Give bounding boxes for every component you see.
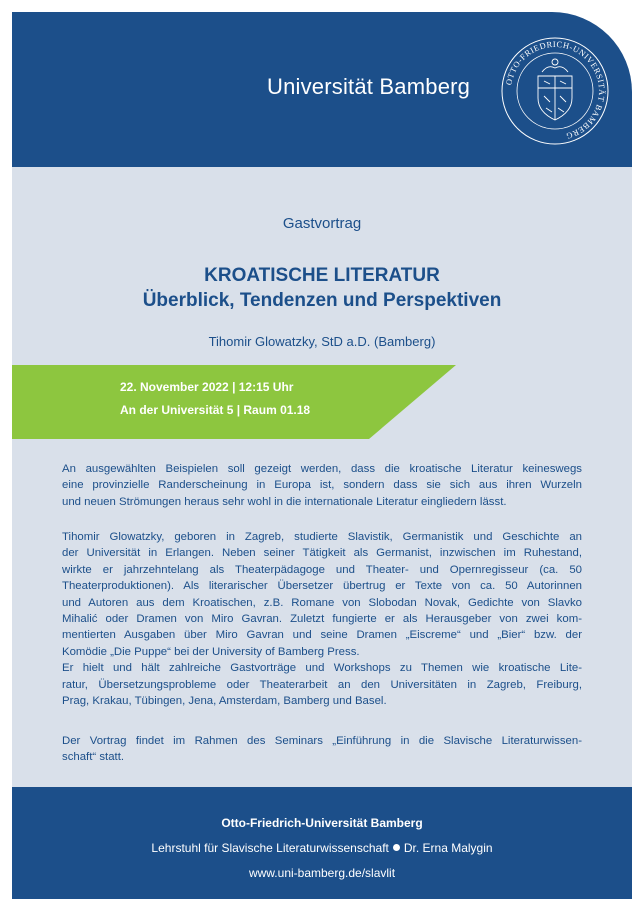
text-line: wirkte er jahrzehntelang als Theaterpädagoge und Theater- und Opernregisseur (ca. 50 — [62, 563, 582, 576]
text-line: mentierten Ausgaben über Miro Gavran und seine Dramen „Eiscreme“ und „Bier“ bzw. der — [62, 629, 582, 642]
university-seal-icon — [500, 36, 610, 146]
text-line: Der Vortrag findet im Rahmen des Seminars „Einführung in die Slavische Literaturwissen- — [62, 735, 582, 747]
text-line: Komödie „Die Puppe“ bei der University of Bamberg Press. — [62, 645, 360, 658]
footer-chair-line — [12, 841, 632, 855]
footer-url[interactable]: www.uni-bamberg.de/slavlit — [248, 866, 396, 880]
event-subtitle: Überblick, Tendenzen und Perspektiven — [142, 290, 502, 311]
bullet-icon — [393, 844, 400, 851]
poster — [12, 12, 632, 899]
footer-banner — [12, 787, 632, 899]
event-type: Gastvortrag — [282, 215, 362, 232]
text-line: Prag, Krakau, Tübingen, Jena, Amsterdam, Bamberg und Basel. — [62, 695, 387, 708]
event-date-time: 22. November 2022 | 12:15 Uhr — [120, 380, 294, 394]
green-band-shape — [12, 365, 632, 439]
speaker: Tihomir Glowatzky, StD a.D. (Bamberg) — [208, 334, 436, 349]
text-line: schaft“ statt. — [62, 751, 125, 764]
text-line: An ausgewählten Beispielen soll gezeigt werden, dass die kroatische Literatur keineswegs — [62, 463, 582, 475]
text-line: Tihomir Glowatzky, geboren in Zagreb, studierte Slavistik, Germanistik und Geschichte an — [62, 531, 582, 543]
university-name: Universität Bamberg — [267, 74, 471, 99]
header-banner — [12, 12, 632, 167]
event-title: KROATISCHE LITERATUR — [204, 265, 440, 286]
bio-paragraph — [62, 529, 582, 709]
text-line: ratur, Übersetzungsprobleme oder Theaterarbeit an den Universitäten in Zagreb, Freiburg, — [62, 678, 582, 691]
text-line: eine provinzielle Randerscheinung in Europa ist, sondern dass sie sich aus ihren Wurzeln — [62, 479, 582, 492]
text-line: Theaterproduktionen). Als literarischer Übersetzer übertrug er Texte von ca. 50 Autorinnen — [62, 580, 582, 593]
seminar-paragraph — [62, 733, 582, 766]
content-area — [12, 167, 632, 787]
seal-text: OTTO-FRIEDRICH-UNIVERSITÄT BAMBERG — [504, 39, 607, 141]
footer-chair: Lehrstuhl für Slavische Literaturwissenschaft — [151, 841, 389, 855]
abstract-paragraph — [62, 461, 582, 510]
text-line: Er hielt und hält zahlreiche Gastvorträge und Workshops zu Themen wie kroatische Lite- — [62, 662, 582, 675]
text-line: Mihalić oder Dramen von Miro Gavran. Zuletzt fungierte er als Herausgeber von zwei kom- — [62, 613, 582, 626]
date-location-band — [12, 365, 632, 439]
footer-institution: Otto-Friedrich-Universität Bamberg — [221, 816, 423, 830]
text-line: und neuen Strömungen heraus sehr wohl in die internationale Literatur eingliedern lässt. — [62, 495, 507, 508]
text-line: der Universität in Erlangen. Neben seiner Tätigkeit als Germanist, inzwischen im Ruhestand, — [62, 547, 582, 560]
event-location: An der Universität 5 | Raum 01.18 — [120, 403, 311, 417]
text-line: und Autoren aus dem Kroatischen, z.B. Romane von Slobodan Novak, Gedichte von Slavko — [62, 596, 582, 609]
footer-person: Dr. Erna Malygin — [403, 841, 493, 855]
